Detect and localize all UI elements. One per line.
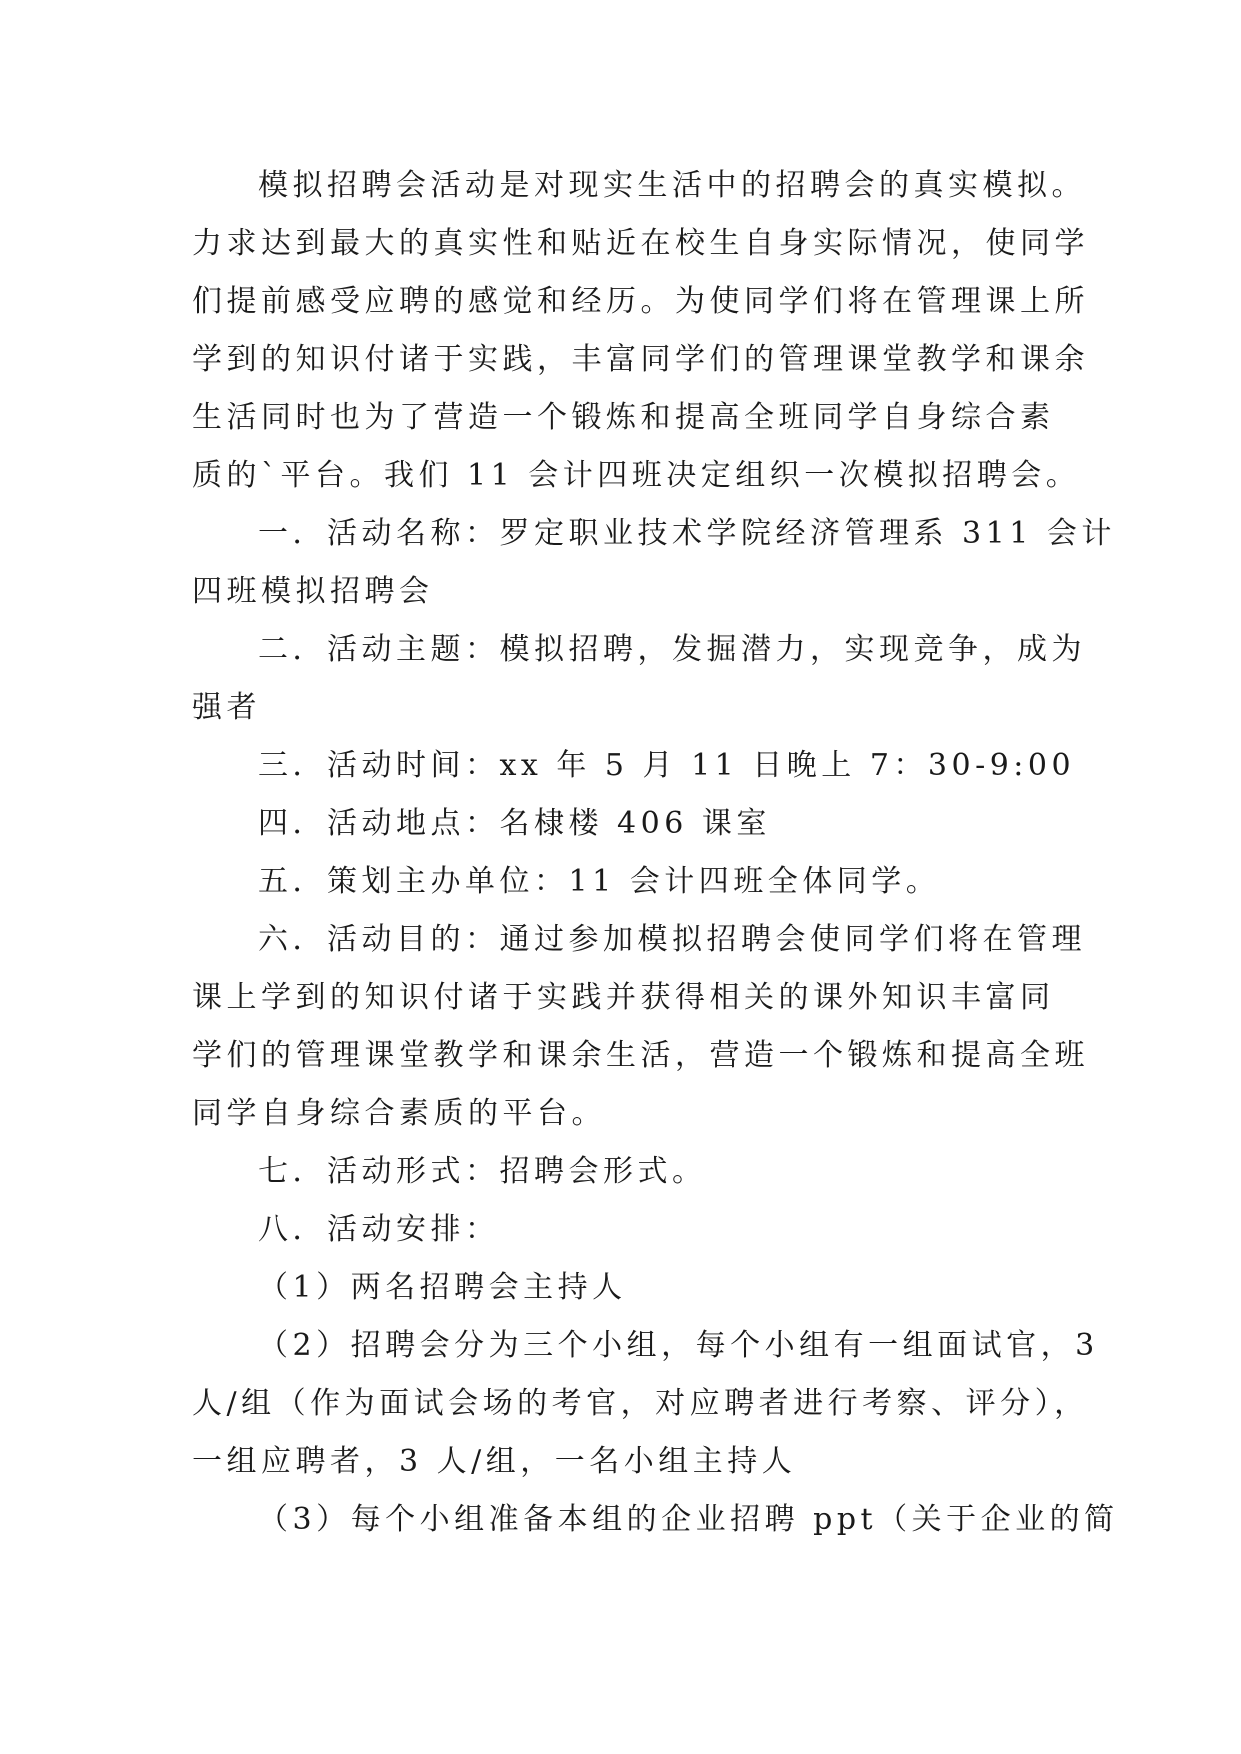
section-heading-6: 六．活动目的：通过参加模拟招聘会使同学们将在管理 — [258, 922, 1086, 957]
body-line-12: 人/组（作为面试会场的考官，对应聘者进行考察、评分）， — [192, 1386, 1089, 1421]
section-heading-3: 三．活动时间：xx 年 5 月 11 日晚上 7：30-9:00 — [258, 748, 1076, 783]
body-line-13: 一组应聘者，3 人/组，一名小组主持人 — [192, 1444, 797, 1479]
body-line-8: 强者 — [192, 690, 261, 725]
section-heading-1: 一．活动名称：罗定职业技术学院经济管理系 311 会计 — [258, 516, 1116, 551]
list-item-2: （2）招聘会分为三个小组，每个小组有一组面试官，3 — [258, 1328, 1099, 1363]
section-heading-5: 五．策划主办单位：11 会计四班全体同学。 — [258, 864, 941, 899]
body-line-4: 学到的知识付诸于实践，丰富同学们的管理课堂教学和课余 — [192, 342, 1089, 377]
body-line-3: 们提前感受应聘的感觉和经历。为使同学们将在管理课上所 — [192, 284, 1089, 319]
body-line-5: 生活同时也为了营造一个锻炼和提高全班同学自身综合素 — [192, 400, 1055, 435]
body-line-6: 质的`平台。我们 11 会计四班决定组织一次模拟招聘会。 — [192, 458, 1081, 493]
section-heading-4: 四．活动地点：名棣楼 406 课室 — [258, 806, 771, 841]
body-line-9: 课上学到的知识付诸于实践并获得相关的课外知识丰富同 — [192, 980, 1055, 1015]
list-item-3: （3）每个小组准备本组的企业招聘 ppt（关于企业的简 — [258, 1502, 1119, 1537]
section-heading-8: 八．活动安排： — [258, 1212, 500, 1247]
body-line-11: 同学自身综合素质的平台。 — [192, 1096, 606, 1131]
section-heading-2: 二．活动主题：模拟招聘，发掘潜力，实现竞争，成为 — [258, 632, 1086, 667]
body-line-2: 力求达到最大的真实性和贴近在校生自身实际情况，使同学 — [192, 226, 1089, 261]
body-line-10: 学们的管理课堂教学和课余生活，营造一个锻炼和提高全班 — [192, 1038, 1089, 1073]
body-line-7: 四班模拟招聘会 — [192, 574, 434, 609]
body-line-1: 模拟招聘会活动是对现实生活中的招聘会的真实模拟。 — [258, 168, 1086, 203]
list-item-1: （1）两名招聘会主持人 — [258, 1270, 627, 1305]
section-heading-7: 七．活动形式：招聘会形式。 — [258, 1154, 707, 1189]
